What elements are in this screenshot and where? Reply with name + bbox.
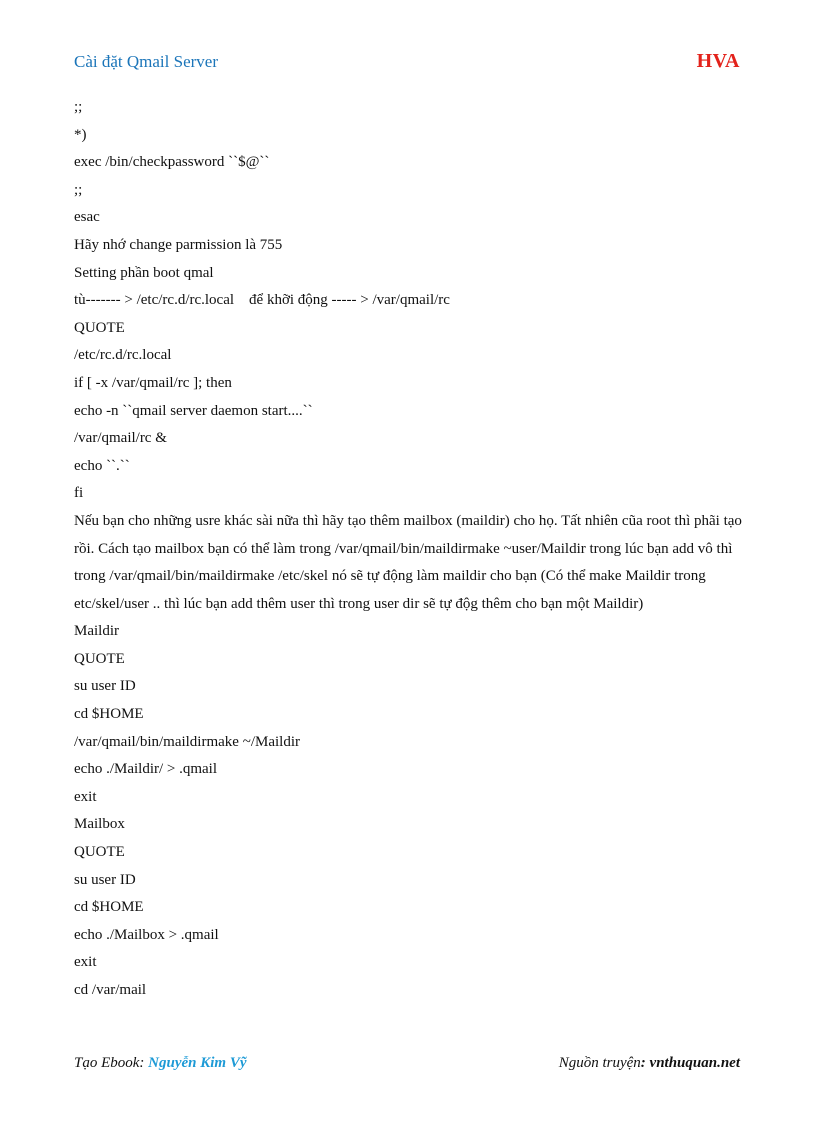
text-line: ;;	[74, 99, 83, 115]
text-line: QUOTE	[74, 844, 125, 861]
page-header	[74, 50, 740, 76]
text-line: exec /bin/checkpassword ``$@``	[74, 154, 270, 171]
text-line: echo -n ``qmail server daemon start....``	[74, 402, 313, 419]
source-label: Nguồn truyện	[558, 1055, 641, 1071]
ebook-label: Tạo Ebook	[74, 1055, 140, 1071]
text-line: su user ID	[74, 871, 136, 888]
text-line: esac	[74, 209, 100, 226]
document-body	[74, 94, 744, 1005]
text-line: Setting phần boot qmal	[74, 264, 214, 281]
text-line: echo ``.``	[74, 457, 130, 474]
text-line: Maildir	[74, 623, 119, 640]
text-line: *)	[74, 126, 87, 143]
text-line: cd /var/mail	[74, 982, 147, 998]
text-line: su user ID	[74, 678, 136, 695]
text-line: /var/qmail/bin/maildirmake ~/Maildir	[74, 733, 300, 750]
text-line: if [ -x /var/qmail/rc ]; then	[74, 374, 232, 391]
text-line: cd $HOME	[74, 899, 144, 916]
brand-logo-text: HVA	[696, 50, 740, 72]
text-line: exit	[74, 788, 97, 805]
text-line: /var/qmail/rc &	[74, 430, 167, 447]
text-line: Mailbox	[74, 816, 125, 833]
text-line: QUOTE	[74, 650, 125, 667]
text-line: fi	[74, 485, 84, 502]
text-line: /etc/rc.d/rc.local	[74, 347, 172, 364]
document-title: Cài đặt Qmail Server	[74, 52, 218, 71]
source-site: vnthuquan.net	[649, 1055, 740, 1071]
text-line: echo ./Maildir/ > .qmail	[74, 761, 218, 778]
text-line: ;;	[74, 181, 83, 198]
ebook-credit: Tạo Ebook: Nguyễn Kim Vỹ	[74, 1055, 247, 1071]
text-line: echo ./Mailbox > .qmail	[74, 926, 219, 943]
text-line: exit	[74, 954, 97, 971]
author-name: Nguyễn Kim Vỹ	[148, 1055, 247, 1071]
text-line: Hãy nhớ change parmission là 755	[74, 236, 283, 253]
text-line: cd $HOME	[74, 706, 144, 723]
body-paragraph: Nếu bạn cho những usre khác sài nữa thì hãy tạo thêm mailbox (maildir) cho họ. Tất nhiên cũa root thì phãi tạo rồi. Cách tạo mailbox bạn có thể làm trong /var/qmail/bin/maildirmake ~user/Maildir trong lúc bạn add vô thì trong /var/qmail/bin/maildirmake /etc/skel nó sẽ tự động làm maildir cho bạn (Có thể make Maildir trong etc/skel/user .. thì lúc bạn add thêm user thì trong user dir sẽ tự độg thêm cho bạn một Maildir)	[74, 512, 742, 612]
text-line: QUOTE	[74, 319, 125, 336]
page-footer	[74, 1055, 740, 1077]
source-credit: Nguồn truyện: vnthuquan.net	[558, 1055, 740, 1071]
text-line: tù------- > /etc/rc.d/rc.local để khỡi động ----- > /var/qmail/rc	[74, 292, 450, 309]
